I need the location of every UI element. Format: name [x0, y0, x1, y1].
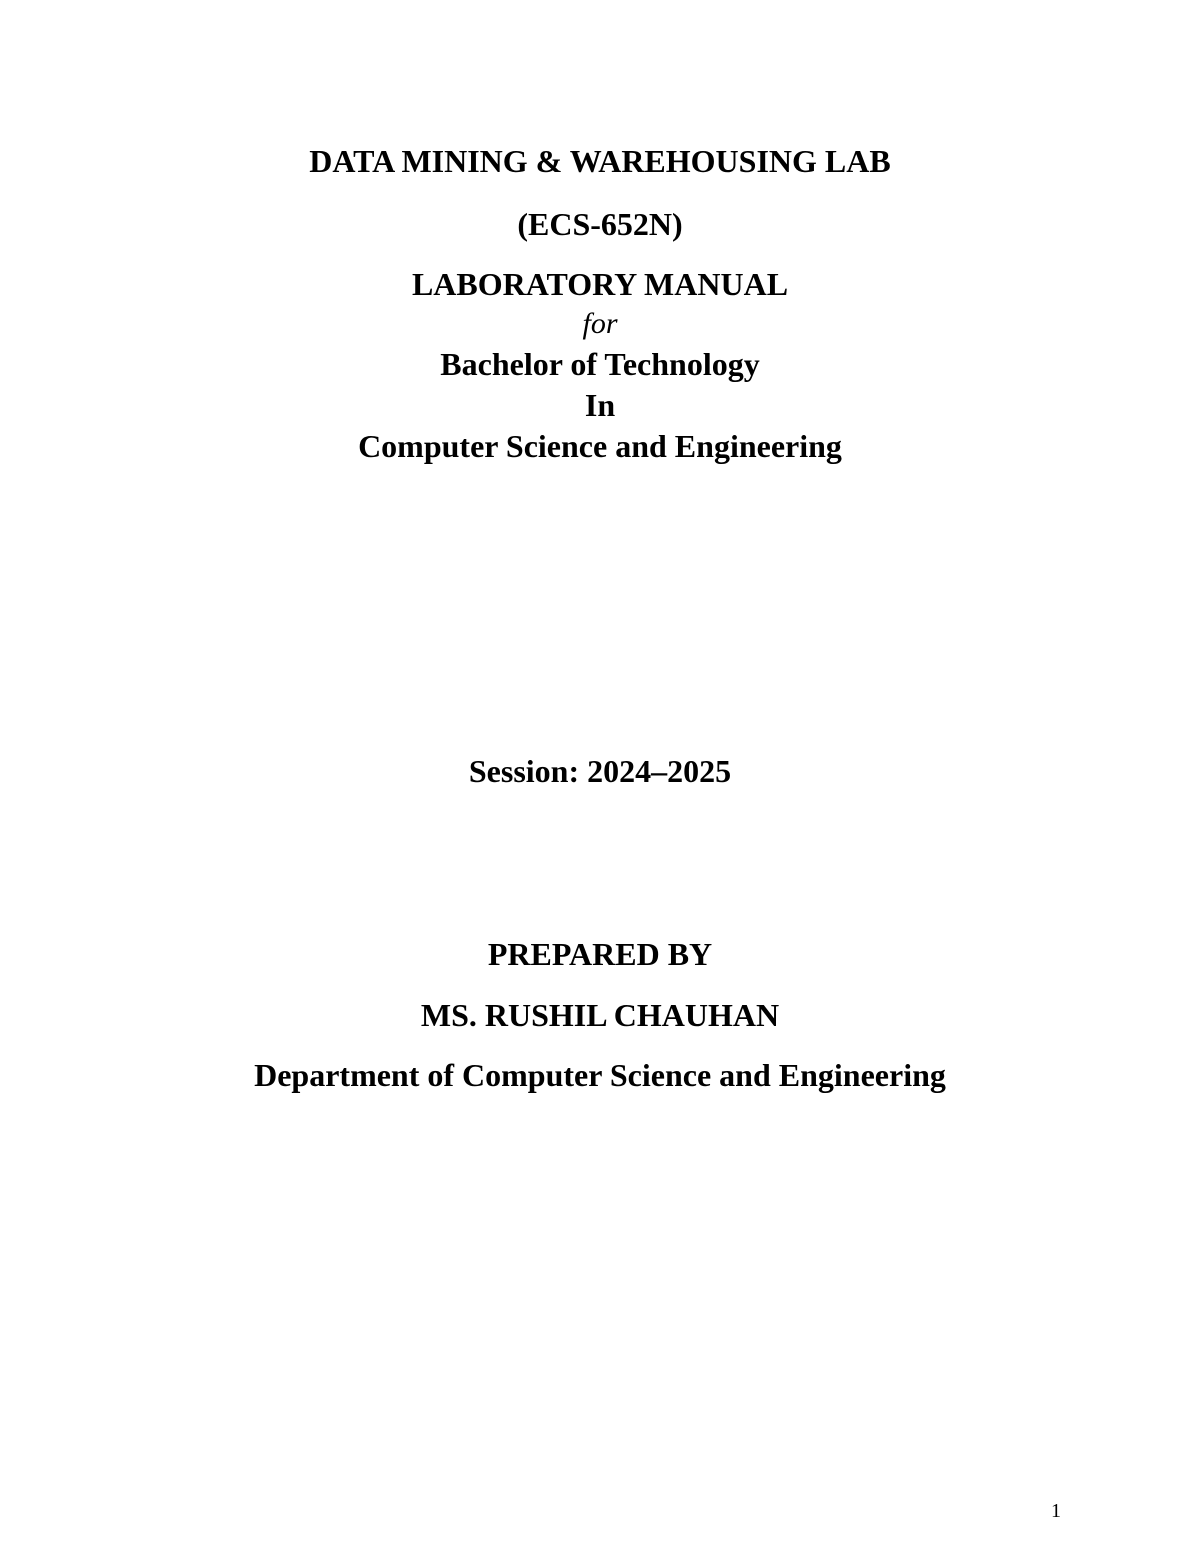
session-label: Session: 2024–2025 — [468, 753, 732, 789]
in-label: In — [584, 387, 616, 423]
department-name: Department of Computer Science and Engineering — [254, 1057, 946, 1093]
prepared-by-label: PREPARED BY — [487, 936, 713, 972]
document-title: DATA MINING & WAREHOUSING LAB — [309, 143, 891, 179]
author-name: MS. RUSHIL CHAUHAN — [420, 997, 780, 1033]
for-label: for — [582, 307, 618, 340]
page-number: 1 — [1051, 1500, 1061, 1522]
degree-name: Bachelor of Technology — [440, 346, 760, 382]
branch-name: Computer Science and Engineering — [358, 428, 842, 464]
manual-label: LABORATORY MANUAL — [411, 266, 789, 302]
course-code: (ECS-652N) — [517, 206, 683, 242]
